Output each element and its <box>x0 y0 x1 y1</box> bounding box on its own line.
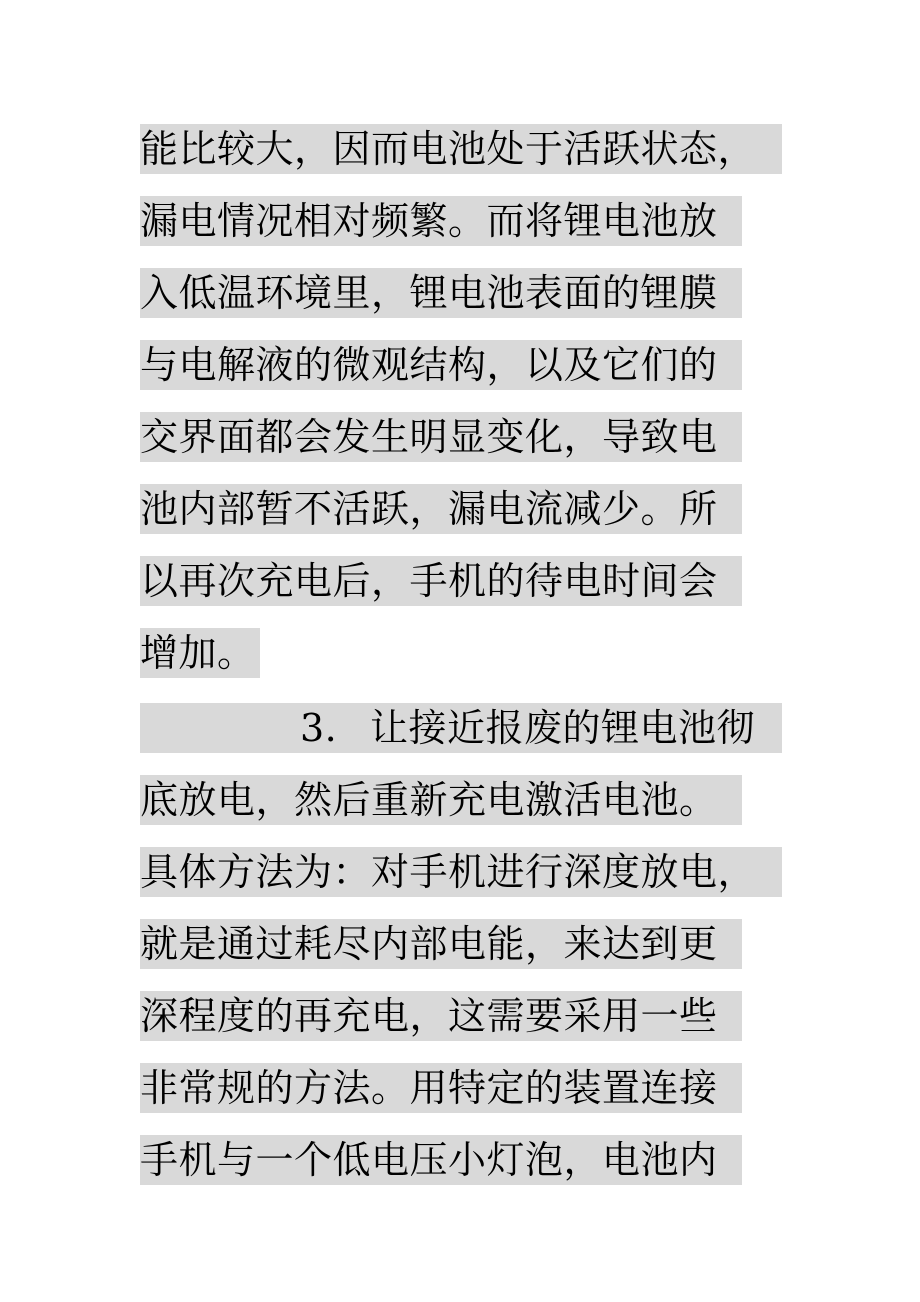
text-line: 交界面都会发生明显变化，导致电 <box>140 412 742 462</box>
text-line: 手机与一个低电压小灯泡，电池内 <box>140 1135 742 1185</box>
text-line: 池内部暂不活跃，漏电流减少。所 <box>140 484 742 534</box>
text-line: 底放电，然后重新充电激活电池。 <box>140 775 742 825</box>
text-line: 就是通过耗尽内部电能，来达到更 <box>140 919 742 969</box>
text-line: 与电解液的微观结构，以及它们的 <box>140 340 742 390</box>
text-line: 深程度的再充电，这需要采用一些 <box>140 991 742 1041</box>
list-item-number: 3. <box>300 706 338 750</box>
text-line: 漏电情况相对频繁。而将锂电池放 <box>140 196 742 246</box>
text-line: 以再次充电后，手机的待电时间会 <box>140 556 742 606</box>
text-line: 增加。 <box>140 628 260 678</box>
list-item-heading <box>140 703 782 753</box>
text-line: 具体方法为：对手机进行深度放电， <box>140 847 782 897</box>
text-line: 非常规的方法。用特定的装置连接 <box>140 1063 742 1113</box>
list-item-text: 让接近报废的锂电池彻 <box>370 706 756 750</box>
text-line: 能比较大，因而电池处于活跃状态， <box>140 124 782 174</box>
text-line: 入低温环境里，锂电池表面的锂膜 <box>140 268 742 318</box>
